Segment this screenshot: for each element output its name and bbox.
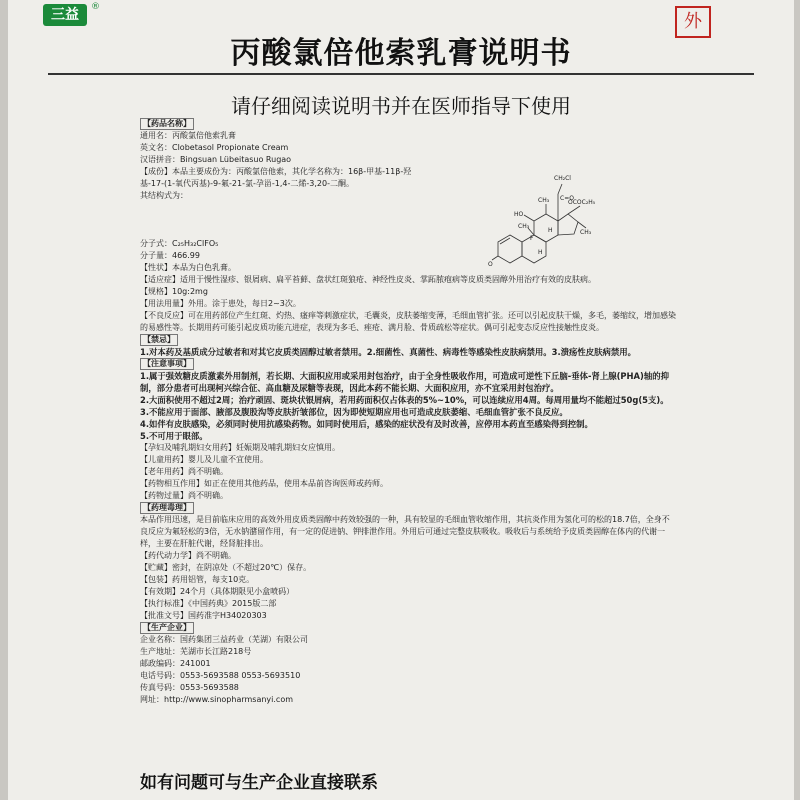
body-line: 网址：http://www.sinopharmsanyi.com xyxy=(140,695,294,704)
page-title: 丙酸氯倍他索乳膏说明书 xyxy=(230,36,572,71)
formula-label: H xyxy=(538,249,543,256)
body-line: 【药物相互作用】如正在使用其他药品，使用本品前咨询医师或药师。 xyxy=(140,479,388,488)
body-line: 【贮藏】密封，在阴凉处（不超过20℃）保存。 xyxy=(140,563,312,572)
formula-label: CH₃ xyxy=(580,229,592,236)
body-line: 传真号码：0553-5693588 xyxy=(140,683,239,692)
formula-label: CH₂Cl xyxy=(554,175,571,182)
section-header-label: 【药理毒理】 xyxy=(140,502,194,514)
title-divider xyxy=(48,73,754,75)
body-line: 【用法用量】外用。涂于患处，每日2~3次。 xyxy=(140,299,301,308)
formula-label: OCOC₂H₅ xyxy=(568,199,596,206)
warning-paragraph: 1.对本药及基质成分过敏者和对其它皮质类固醇过敏者禁用。2.细菌性、真菌性、病毒性等感染性皮肤病禁用。3.溃疡性皮肤病禁用。 xyxy=(140,347,637,357)
body-line: 【成份】本品主要成份为：丙酸氯倍他索，其化学名称为：16β-甲基-11β-羟 xyxy=(140,167,412,176)
section-header-label: 【生产企业】 xyxy=(140,622,194,634)
warning-paragraph: 2.大面积使用不超过2周；治疗顽固、斑块状银屑病，若用药面积仅占体表的5%~10%，可以连续应用4周。每周用量均不能超过50g(5支)。 xyxy=(140,395,669,405)
body-line: 电话号码：0553-5693588 0553-5693510 xyxy=(140,671,301,680)
contact-footer: 如有问题可与生产企业直接联系 xyxy=(140,773,378,793)
body-line: 【包装】药用铝管，每支10克。 xyxy=(140,575,255,584)
section-header xyxy=(140,118,676,130)
body-line: 【药物过量】尚不明确。 xyxy=(140,491,228,500)
formula-label: C=O xyxy=(560,195,574,202)
warning-paragraph: 3.不能应用于面部、腋部及腹股沟等皮肤折皱部位，因为即使短期应用也可造成皮肤萎缩、毛细血管扩张不良反应。 xyxy=(140,407,568,417)
section-header-label: 【注意事项】 xyxy=(140,358,194,370)
body-line: 【规格】10g:2mg xyxy=(140,287,208,296)
structural-formula xyxy=(488,170,596,270)
body-line: 基-17-(1-氧代丙基)-9-氟-21-氯-孕甾-1,4-二烯-3,20-二酮。 xyxy=(140,179,354,188)
body-line: 【性状】本品为白色乳膏。 xyxy=(140,263,236,272)
section-header xyxy=(140,502,676,514)
body-paragraph: 本品作用迅速，是目前临床应用的高效外用皮质类固醇中药效较强的一种，具有较显的毛细血管收缩作用，其抗炎作用为氢化可的松的18.7倍，全身不良反应为氟轻松的3倍，无水钠潴留作用，有一定的促进钠、钾排泄作用。外用后可通过完整皮肤吸收。吸收后与系统给予皮质类固醇在体内的代谢一样，主要在肝脏代谢，经肾脏排出。 xyxy=(140,515,670,548)
body-line: 【药代动力学】尚不明确。 xyxy=(140,551,236,560)
body-line: 【老年用药】尚不明确。 xyxy=(140,467,228,476)
registered-mark: ® xyxy=(91,2,100,12)
section-header xyxy=(140,358,676,370)
warning-paragraph: 1.属于强效糖皮质激素外用制剂，若长期、大面积应用或采用封包治疗，由于全身性吸收作用，可造成可逆性下丘脑-垂体-肾上腺(PHA)轴的抑制，部分患者可出现柯兴综合征、高血糖及尿糖等表现，因此本药不能长期、大面积应用，亦不宜采用封包治疗。 xyxy=(140,371,669,393)
formula-label: O xyxy=(488,261,493,268)
body-line: 【孕妇及哺乳期妇女用药】妊娠期及哺乳期妇女应慎用。 xyxy=(140,443,340,452)
body-paragraph: 【不良反应】可在用药部位产生红斑、灼热、瘙痒等刺激症状，毛囊炎，皮肤萎缩变薄，毛细血管扩张。还可以引起皮肤干燥，多毛，萎缩纹，增加感染的易感性等。长期用药可能引起皮质功能亢进症，表现为多毛、痤疮、满月脸、骨质疏松等症状。偶可引起变态反应性接触性皮炎。 xyxy=(140,311,676,332)
body-line: 汉语拼音：Bingsuan Lübeitasuo Rugao xyxy=(140,155,292,164)
body-line: 【儿童用药】婴儿及儿童不宜使用。 xyxy=(140,455,268,464)
body-line: 其结构式为： xyxy=(140,191,188,200)
leaflet-sheet xyxy=(8,0,794,800)
warning-paragraph: 4.如伴有皮肤感染，必须同时使用抗感染药物。如同时使用后，感染的症状没有及时改善，应停用本药直至感染得到控制。 xyxy=(140,419,593,429)
body-line: 生产地址：芜湖市长江路218号 xyxy=(140,647,252,656)
brand-logo: 三益 xyxy=(43,4,87,26)
body-line: 通用名：丙酸氯倍他索乳膏 xyxy=(140,131,236,140)
page-subtitle: 请仔细阅读说明书并在医师指导下使用 xyxy=(231,94,571,118)
body-line: 英文名：Clobetasol Propionate Cream xyxy=(140,143,289,152)
section-header-label: 【药品名称】 xyxy=(140,118,194,130)
formula-label: H xyxy=(548,227,553,234)
body-line: 邮政编码：241001 xyxy=(140,659,211,668)
body-line: 【批准文号】国药准字H34020303 xyxy=(140,611,267,620)
body-line: 【执行标准】《中国药典》2015版二部 xyxy=(140,599,277,608)
leaflet-body xyxy=(140,118,676,706)
formula-label: F xyxy=(530,235,534,242)
external-use-badge: 外 xyxy=(675,6,711,38)
section-header-label: 【禁忌】 xyxy=(140,334,178,346)
section-header xyxy=(140,334,676,346)
body-line: 【有效期】24个月（具体期限见小盒喷码） xyxy=(140,587,295,596)
body-line: 分子式：C₂₅H₃₂ClFO₅ xyxy=(140,239,219,248)
formula-label: CH₃ xyxy=(518,223,530,230)
body-line: 企业名称：国药集团三益药业（芜湖）有限公司 xyxy=(140,635,308,644)
body-line: 分子量：466.99 xyxy=(140,251,200,260)
warning-paragraph: 5.不可用于眼部。 xyxy=(140,431,208,441)
section-header xyxy=(140,622,676,634)
formula-label: CH₃ xyxy=(538,197,550,204)
body-line: 【适应症】适用于慢性湿疹、银屑病、扁平苔藓、盘状红斑狼疮、神经性皮炎、掌跖脓疱病等皮质类固醇外用治疗有效的皮肤病。 xyxy=(140,275,596,284)
formula-label: HO xyxy=(514,211,524,218)
